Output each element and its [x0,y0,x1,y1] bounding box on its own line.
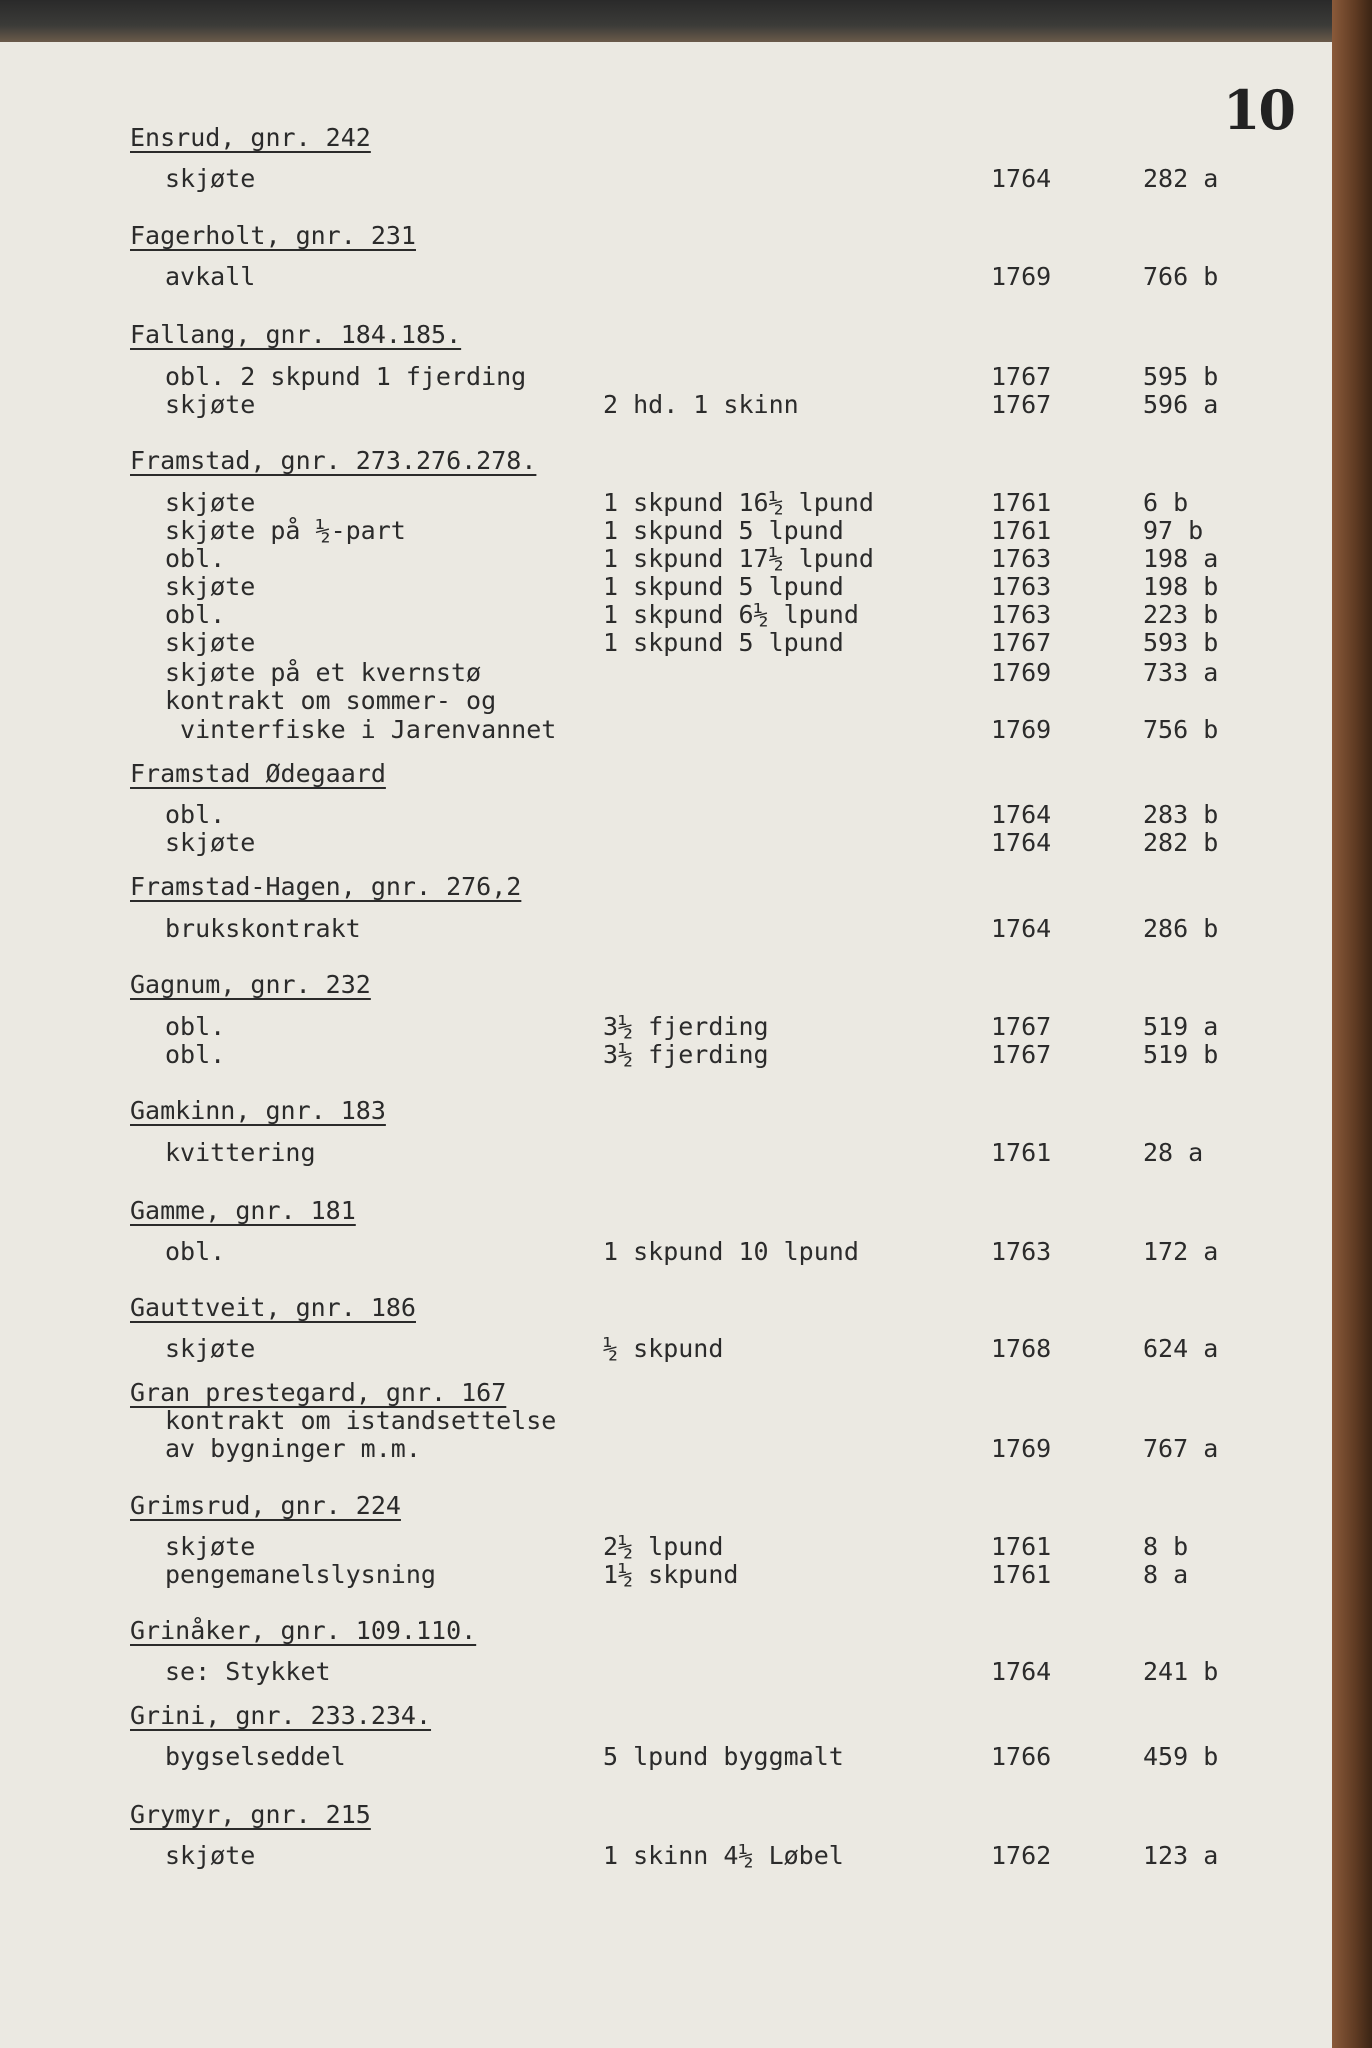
row-size: 1 skpund 5 lpund [603,516,844,545]
row-size: 3½ fjerding [603,1040,769,1069]
row-document-type: obl. [165,1012,226,1041]
entry-heading: Framstad-Hagen, gnr. 276,2 [130,872,522,901]
row-document-type: se: Stykket [165,1657,331,1686]
row-reference: 756 b [1143,715,1219,744]
row-reference: 519 a [1143,1012,1219,1041]
row-document-type: av bygninger m.m. [165,1434,421,1463]
row-reference: 596 a [1143,390,1219,419]
row-year: 1761 [991,1138,1052,1167]
row-year: 1766 [991,1742,1052,1771]
row-size: 1 skpund 5 lpund [603,628,844,657]
row-document-type: obl. [165,800,226,829]
entry-heading: Ensrud, gnr. 242 [130,123,371,152]
row-year: 1769 [991,262,1052,291]
row-year: 1761 [991,1560,1052,1589]
entry-heading: Fagerholt, gnr. 231 [130,221,416,250]
row-document-type: obl. [165,600,226,629]
row-year: 1763 [991,600,1052,629]
row-document-type: skjøte [165,1841,256,1870]
row-reference: 459 b [1143,1742,1219,1771]
row-document-type: kontrakt om istandsettelse [165,1406,557,1435]
entry-heading: Framstad Ødegaard [130,759,386,788]
row-size: 1 skpund 10 lpund [603,1237,859,1266]
row-size: 1 skpund 16½ lpund [603,488,874,517]
row-size: 1 skpund 6½ lpund [603,600,859,629]
row-year: 1763 [991,572,1052,601]
row-year: 1763 [991,1237,1052,1266]
row-document-type: vinterfiske i Jarenvannet [165,715,557,744]
row-document-type: obl. 2 skpund 1 fjerding [165,362,527,391]
row-year: 1761 [991,1532,1052,1561]
row-reference: 123 a [1143,1841,1219,1870]
row-document-type: skjøte på et kvernstø [165,658,482,687]
row-document-type: obl. [165,1237,226,1266]
row-reference: 198 a [1143,544,1219,573]
row-size: 2 hd. 1 skinn [603,390,799,419]
row-year: 1761 [991,488,1052,517]
row-year: 1769 [991,1434,1052,1463]
row-year: 1767 [991,1040,1052,1069]
row-year: 1764 [991,1657,1052,1686]
row-document-type: skjøte [165,828,256,857]
entry-heading: Grymyr, gnr. 215 [130,1800,371,1829]
row-size: 1 skinn 4½ Løbel [603,1841,844,1870]
row-document-type: skjøte [165,572,256,601]
entry-heading: Grini, gnr. 233.234. [130,1701,432,1730]
entry-heading: Gamkinn, gnr. 183 [130,1096,386,1125]
row-reference: 767 a [1143,1434,1219,1463]
entry-heading: Gagnum, gnr. 232 [130,970,371,999]
row-document-type: skjøte [165,628,256,657]
row-reference: 519 b [1143,1040,1219,1069]
row-year: 1769 [991,715,1052,744]
entry-heading: Fallang, gnr. 184.185. [130,320,462,349]
row-reference: 624 a [1143,1334,1219,1363]
row-size: 3½ fjerding [603,1012,769,1041]
row-year: 1767 [991,390,1052,419]
row-reference: 733 a [1143,658,1219,687]
row-size: 1 skpund 17½ lpund [603,544,874,573]
row-year: 1764 [991,828,1052,857]
row-year: 1769 [991,658,1052,687]
entry-heading: Gauttveit, gnr. 186 [130,1293,416,1322]
row-reference: 286 b [1143,914,1219,943]
row-size: 5 lpund byggmalt [603,1742,844,1771]
row-size: 2½ lpund [603,1532,724,1561]
row-document-type: skjøte [165,390,256,419]
row-year: 1767 [991,362,1052,391]
row-year: 1764 [991,800,1052,829]
row-year: 1762 [991,1841,1052,1870]
row-reference: 282 a [1143,164,1219,193]
row-document-type: skjøte på ½-part [165,516,406,545]
row-document-type: kvittering [165,1138,316,1167]
entry-heading: Gran prestegard, gnr. 167 [130,1378,507,1407]
row-year: 1763 [991,544,1052,573]
row-reference: 6 b [1143,488,1189,517]
row-document-type: brukskontrakt [165,914,361,943]
row-document-type: bygselseddel [165,1742,346,1771]
entry-heading: Gamme, gnr. 181 [130,1196,356,1225]
row-reference: 8 b [1143,1532,1189,1561]
row-year: 1768 [991,1334,1052,1363]
row-document-type: avkall [165,262,256,291]
row-document-type: skjøte [165,1532,256,1561]
row-reference: 223 b [1143,600,1219,629]
row-reference: 595 b [1143,362,1219,391]
row-reference: 198 b [1143,572,1219,601]
row-size: 1½ skpund [603,1560,739,1589]
row-year: 1767 [991,628,1052,657]
row-size: ½ skpund [603,1334,724,1363]
row-document-type: obl. [165,544,226,573]
entry-heading: Grinåker, gnr. 109.110. [130,1616,477,1645]
book-binding-edge [1332,0,1372,2048]
row-year: 1764 [991,914,1052,943]
row-reference: 28 a [1143,1138,1204,1167]
row-document-type: pengemanelslysning [165,1560,436,1589]
row-reference: 593 b [1143,628,1219,657]
row-document-type: skjøte [165,1334,256,1363]
row-document-type: kontrakt om sommer- og [165,686,497,715]
row-size: 1 skpund 5 lpund [603,572,844,601]
row-reference: 241 b [1143,1657,1219,1686]
row-document-type: skjøte [165,164,256,193]
row-document-type: skjøte [165,488,256,517]
row-year: 1761 [991,516,1052,545]
row-year: 1764 [991,164,1052,193]
row-reference: 766 b [1143,262,1219,291]
entry-heading: Framstad, gnr. 273.276.278. [130,446,537,475]
row-reference: 282 b [1143,828,1219,857]
row-reference: 97 b [1143,516,1204,545]
row-reference: 172 a [1143,1237,1219,1266]
entry-heading: Grimsrud, gnr. 224 [130,1491,401,1520]
row-reference: 283 b [1143,800,1219,829]
page-number: 10 [1222,78,1294,142]
row-year: 1767 [991,1012,1052,1041]
row-reference: 8 a [1143,1560,1189,1589]
row-document-type: obl. [165,1040,226,1069]
